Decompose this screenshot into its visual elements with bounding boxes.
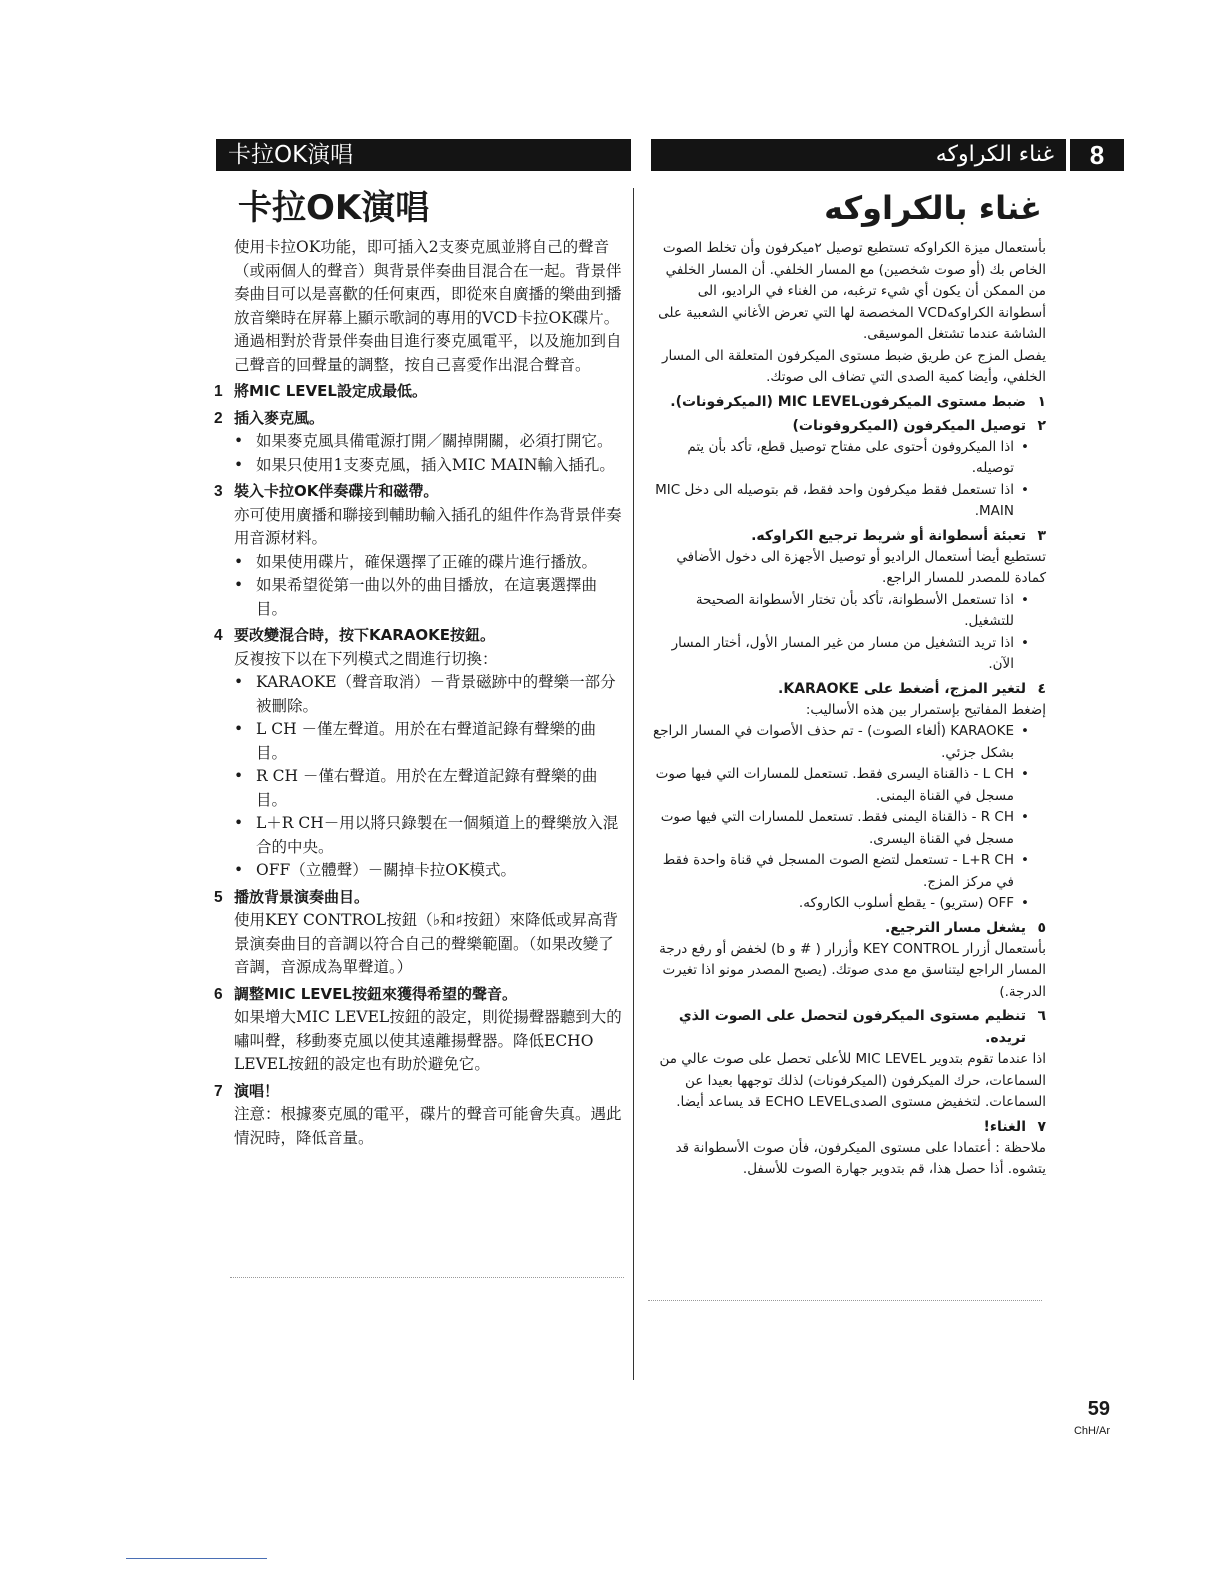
step-item	[646, 678, 1046, 700]
bullet-dot: •	[1021, 766, 1029, 782]
step-number: ٢	[1037, 417, 1046, 434]
page-number: 59	[1087, 1398, 1110, 1420]
bullet-item	[234, 430, 624, 454]
bullet-text: 如果使用碟片，確保選擇了正確的碟片進行播放。	[256, 552, 598, 571]
bullet-text: L CH - ذالقناة اليسرى فقط. تستعمل للمسارات التي فيها صوت مسجل في القناة اليمنى.	[655, 766, 1014, 804]
step-title: تنظيم مستوى الميكرفون لتحصل على الصوت الذي تريده.	[678, 1008, 1026, 1046]
bullet-text: اذا تستعمل الأسطوانة، تأكد بأن تختار الأسطوانة الصحيحة للتشغيل.	[695, 591, 1014, 629]
bullet-dot: •	[1021, 481, 1029, 498]
bullet-dot: •	[1021, 809, 1029, 825]
bullet-text: 如果麥克風具備電源打開／關掉開關，必須打開它。	[256, 432, 613, 450]
step-text: 如果增大MIC LEVEL按鈕的設定，則從揚聲器聽到大的嘯叫聲，移動麥克風以使其遠離揚聲器。降低ECHO LEVEL按鈕的設定也有助於避免它。	[234, 1008, 622, 1073]
step-item	[214, 380, 628, 404]
step-title: الغناء!	[983, 1118, 1026, 1135]
bullet-dot: •	[1021, 852, 1029, 868]
step-number: 5	[214, 888, 223, 906]
intro-paragraph: 使用卡拉OK功能，即可插入2支麥克風並將自己的聲音（或兩個人的聲音）與背景伴奏曲目混合在一起。背景伴奏曲目可以是喜歡的任何東西，即從來自廣播的樂曲到播放音樂時在屏幕上顯示歌詞的專用的VCD卡拉OK碟片。	[234, 238, 622, 327]
bullet-item	[234, 551, 624, 575]
bullet-text: L＋R CH－用以將只錄製在一個頻道上的聲樂放入混合的中央。	[256, 814, 619, 856]
intro-paragraph: 通過相對於背景伴奏曲目進行麥克風電平，以及施加到自己聲音的回聲量的調整，按自己喜愛作出混合聲音。	[234, 332, 622, 374]
header-bar-chinese	[216, 139, 631, 171]
bullet-dot: •	[1021, 634, 1029, 651]
column-divider	[633, 188, 634, 1380]
bullet-dot: •	[1021, 591, 1029, 608]
bullet-item	[646, 893, 1036, 915]
bullet-item	[234, 718, 624, 765]
step-item	[214, 886, 628, 910]
step-title: 要改變混合時，按下KARAOKE按鈕。	[234, 626, 496, 644]
page-language-code: ChH/Ar	[1073, 1425, 1110, 1437]
step-number: 2	[214, 409, 223, 427]
step-item	[646, 415, 1046, 437]
bullet-text: L+R CH - تستعمل لتضع الصوت المسجل في قناة واحدة فقط في مركز المزج.	[662, 852, 1014, 890]
bullet-dot: •	[234, 767, 244, 785]
step-number: 6	[214, 985, 223, 1003]
bullet-item	[646, 633, 1036, 676]
bullet-dot: •	[234, 552, 244, 571]
step-text: 反複按下以在下列模式之間進行切換：	[234, 649, 498, 668]
bullet-text: OFF (ستريو) - يقطع أسلوب الكاروكه.	[798, 895, 1014, 911]
step-item	[646, 1116, 1046, 1138]
bullet-item	[646, 480, 1036, 523]
step-title: 插入麥克風。	[234, 408, 325, 427]
step-title: تعبئة أسطوانة أو شريط ترجيع الكراوكه.	[751, 527, 1026, 544]
step-number: ٧	[1037, 1118, 1046, 1135]
step-number: 3	[214, 483, 223, 500]
bullet-text: KARAOKE（聲音取消）－背景磁跡中的聲樂一部分被刪除。	[256, 673, 616, 715]
bullet-item	[646, 437, 1036, 480]
bullet-dot: •	[1021, 723, 1029, 739]
step-title: 將MIC LEVEL設定成最低。	[234, 382, 427, 400]
step-item	[214, 407, 628, 431]
bullet-item	[646, 764, 1036, 807]
step-title: 演唱！	[234, 1081, 280, 1100]
header-title-chinese: 卡拉OK演唱	[228, 142, 354, 168]
end-rule-left	[230, 1277, 624, 1278]
bullet-item	[234, 454, 624, 478]
step-item	[214, 1080, 628, 1104]
bullet-dot: •	[1021, 895, 1029, 911]
step-item	[646, 1005, 1046, 1049]
step-item	[646, 525, 1046, 547]
bullet-dot: •	[1021, 438, 1029, 455]
step-title: 播放背景演奏曲目。	[234, 887, 370, 906]
step-text: 亦可使用廣播和聯接到輔助輸入插孔的組件作為背景伴奏用音源材料。	[234, 505, 622, 547]
bullet-dot: •	[234, 576, 244, 594]
step-note: ملاحظة : أعتمادا على مستوى الميكرفون، فأن صوت الأسطوانة قد يتشوه. أذا حصل هذا، قم بتدوير جهارة الصوت للأسفل.	[675, 1139, 1046, 1177]
bullet-text: KARAOKE (ألغاء الصوت) - تم حذف الأصوات في المسار الراجع بشكل جزئي.	[653, 723, 1014, 761]
step-title: ضبط مستوى الميكرفونMIC LEVEL (الميكرفونات).	[670, 393, 1026, 410]
intro-paragraph: يفصل المزج عن طريق ضبط مستوى الميكرفون المتعلقة الى المسار الخلفي، وأيضا كمية الصدى التي تضاف الى صوتك.	[662, 347, 1046, 385]
bullet-text: R CH －僅右聲道。用於在左聲道記錄有聲樂的曲目。	[256, 767, 598, 809]
step-item	[214, 624, 628, 648]
bottom-rule	[126, 1558, 267, 1559]
step-number: ٦	[1037, 1008, 1046, 1024]
step-item	[214, 480, 628, 504]
step-text: بأستعمال أزرار KEY CONTROL وأزرار ( # و b) لخفض أو رفع درجة المسار الراجع ليتناسق مع مدى صوتك. (يصبح المصدر مونو اذا تغيرت الدرجة.)	[659, 940, 1046, 1000]
bullet-dot: •	[234, 455, 244, 474]
header-title-arabic: غناء الكراوكه	[935, 142, 1054, 167]
bullet-dot: •	[234, 432, 244, 450]
step-text: 使用KEY CONTROL按鈕（♭和♯按鈕）來降低或昇高背景演奏曲目的音調以符合自己的聲樂範圍。（如果改變了音調，音源成為單聲道。）	[234, 911, 619, 976]
step-number: ١	[1037, 393, 1046, 410]
bullet-item	[646, 850, 1036, 893]
intro-paragraph: بأستعمال ميزة الكراوكه تستطيع توصيل ٢ميكرفون وأن تخلط الصوت الخاص بك (أو صوت شخصين) مع المسار الخلفي. أن المسار الخلفي من الممكن أن يكون أي شيء ترغبه، من الغناء في الراديو، الى أسطوانة الكراوكهVCD المخصصة لها التي تعرض الأغاني الشعبية على الشاشة عندما تشتغل الموسيقى.	[658, 240, 1046, 342]
bullet-dot: •	[234, 814, 244, 832]
step-title: توصيل الميكرفون (الميكروفونات)	[792, 417, 1026, 434]
step-title: يشغل مسار الترجيع.	[884, 919, 1026, 936]
header-bar-arabic	[651, 139, 1066, 171]
bullet-item	[234, 859, 624, 883]
step-title: لتغير المزج، أضغط على KARAOKE.	[778, 680, 1026, 697]
bullet-item	[646, 807, 1036, 850]
bullet-item	[234, 574, 624, 621]
bullet-text: L CH －僅左聲道。用於在右聲道記錄有聲樂的曲目。	[256, 720, 597, 762]
bullet-item	[646, 721, 1036, 764]
step-text: إضغط المفاتيح بإستمرار بين هذه الأساليب:	[805, 701, 1046, 718]
bullet-text: 如果只使用1支麥克風，插入MIC MAIN輸入插孔。	[256, 455, 615, 474]
step-item	[646, 917, 1046, 939]
bullet-item	[646, 590, 1036, 633]
chinese-column	[214, 184, 628, 1150]
bullet-dot: •	[234, 673, 244, 691]
step-number: ٥	[1037, 919, 1046, 936]
bullet-text: اذا الميكروفون أحتوى على مفتاح توصيل قطع، تأكد بأن يتم توصيله.	[687, 438, 1014, 476]
bullet-text: اذا تستعمل فقط ميكرفون واحد فقط، قم بتوصيله الى دخل MIC MAIN.	[655, 481, 1014, 519]
step-text: تستطيع أيضا أستعمال الراديو أو توصيل الأجهزة الى دخول الأضافي كمادة للمصدر للمسار الراجع.	[676, 548, 1046, 586]
end-rule-right	[648, 1300, 1042, 1301]
bullet-text: OFF（立體聲）－關掉卡拉OK模式。	[256, 861, 517, 879]
step-title: 裝入卡拉OK伴奏碟片和磁帶。	[234, 482, 439, 500]
bullet-text: 如果希望從第一曲以外的曲目播放，在這裏選擇曲目。	[256, 576, 598, 618]
bullet-item	[234, 765, 624, 812]
step-note: 注意：根據麥克風的電平，碟片的聲音可能會失真。遇此情況時，降低音量。	[234, 1105, 622, 1147]
step-number: 4	[214, 627, 223, 644]
page-title-chinese: 卡拉OK演唱	[238, 188, 430, 228]
bullet-item	[234, 812, 624, 859]
step-text: اذا عندما تقوم بتدوير MIC LEVEL للأعلى تحصل على صوت عالي من السماعات، حرك الميكرفون (الميكرفونات) لذلك توجهها بعيدا عن السماعات. لتخفيض مستوى الصدىECHO LEVEL قد يساعد أيضا.	[659, 1051, 1046, 1110]
bullet-text: اذا تريد التشغيل من مسار من غير المسار الأول، أختار المسار الآن.	[671, 634, 1014, 672]
arabic-column	[646, 184, 1046, 1181]
bullet-item	[234, 671, 624, 718]
step-number: 7	[214, 1082, 223, 1100]
bullet-dot: •	[234, 861, 244, 879]
step-number: ٣	[1037, 527, 1046, 544]
step-number: ٤	[1037, 680, 1046, 697]
chapter-number: 8	[1070, 139, 1124, 171]
bullet-text: R CH - ذالقناة اليمنى فقط. تستعمل للمسارات التي فيها صوت مسجل في القناة اليسرى.	[660, 809, 1014, 847]
step-item	[214, 983, 628, 1007]
bullet-dot: •	[234, 720, 244, 738]
step-item	[646, 391, 1046, 413]
page-title-arabic: غناء بالكراوكه	[824, 189, 1042, 227]
step-title: 調整MIC LEVEL按鈕來獲得希望的聲音。	[234, 984, 517, 1003]
step-number: 1	[214, 383, 223, 400]
